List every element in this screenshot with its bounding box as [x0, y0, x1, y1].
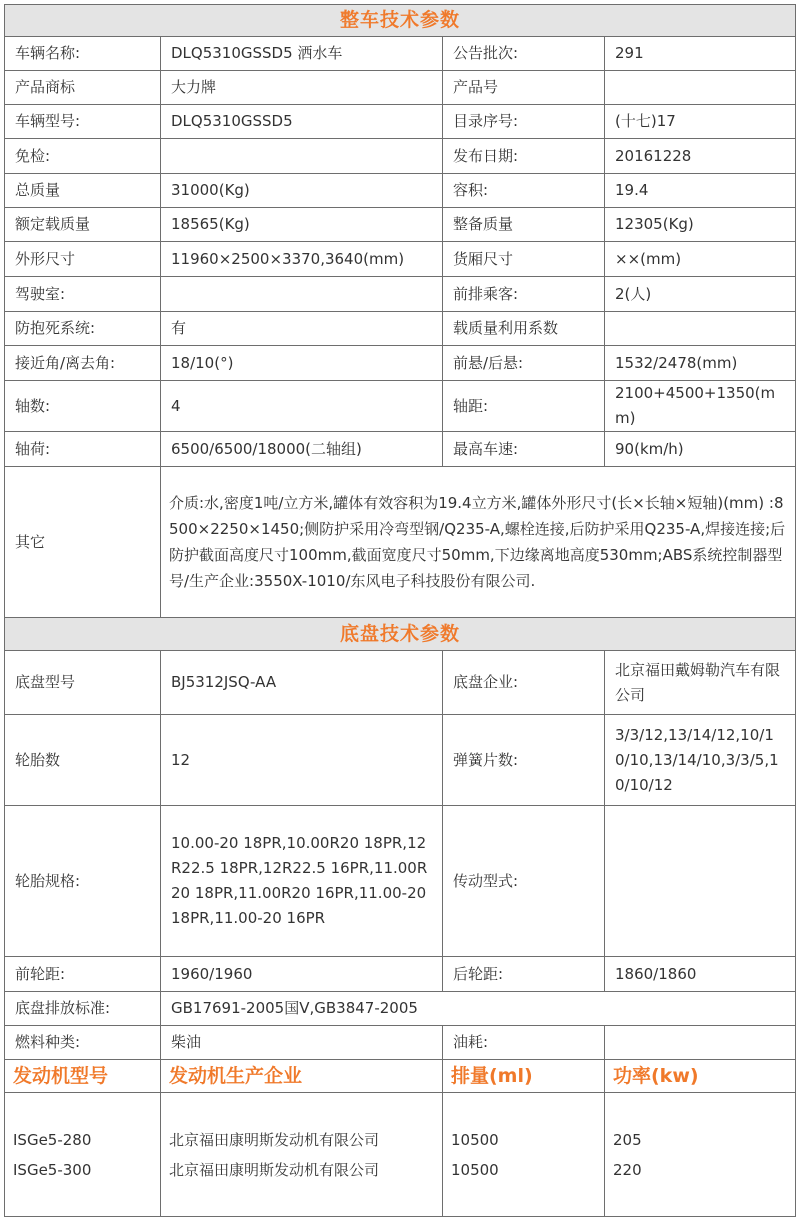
param-label: 额定载质量 [5, 208, 161, 242]
engine-maker-cell [161, 1093, 443, 1217]
param-value: GB17691-2005国Ⅴ,GB3847-2005 [161, 992, 796, 1026]
vehicle-param-row [5, 277, 796, 312]
vehicle-section-header-row [5, 5, 796, 37]
param-label: 车辆名称: [5, 37, 161, 71]
engine-power-header: 功率(kw) [605, 1060, 796, 1093]
other-text: 介质:水,密度1吨/立方米,罐体有效容积为19.4立方米,罐体外形尺寸(长×长轴×短轴)(mm) :8500×2250×1450;侧防护采用冷弯型钢/Q235-A,螺栓连接,后防护采用Q235-A,焊接连接;后防护截面高度尺寸100mm,截面宽度尺寸50mm,下边缘离地高度530mm;ABS系统控制器型号/生产企业:3550X-1010/东风电子科技股份有限公司. [161, 467, 796, 618]
vehicle-param-row [5, 346, 796, 381]
engine-header-row [5, 1060, 796, 1093]
param-label: 轮胎规格: [5, 806, 161, 957]
chassis-model-row [5, 651, 796, 715]
chassis-section-title: 底盘技术参数 [5, 618, 796, 651]
param-value: ××(mm) [605, 242, 796, 277]
engine-power-cell [605, 1093, 796, 1217]
engine-displacement-value: 10500 [451, 1160, 499, 1179]
param-value: 12 [161, 715, 443, 806]
engine-model-value: ISGe5-280 [13, 1130, 92, 1149]
param-label: 接近角/离去角: [5, 346, 161, 381]
param-value: 10.00-20 18PR,10.00R20 18PR,12R22.5 18PR,12R22.5 16PR,11.00R20 18PR,11.00R20 16PR,11.00-20 18PR,11.00-20 16PR [161, 806, 443, 957]
param-label: 车辆型号: [5, 105, 161, 139]
param-label: 外形尺寸 [5, 242, 161, 277]
param-value: 有 [161, 312, 443, 346]
param-value: DLQ5310GSSD5 洒水车 [161, 37, 443, 71]
param-value [605, 1026, 796, 1060]
chassis-tire-spec-row [5, 806, 796, 957]
param-value: 19.4 [605, 174, 796, 208]
param-label: 燃料种类: [5, 1026, 161, 1060]
engine-maker-value: 北京福田康明斯发动机有限公司 [169, 1160, 380, 1179]
vehicle-param-row [5, 312, 796, 346]
param-label: 驾驶室: [5, 277, 161, 312]
spec-sheet-table [4, 4, 796, 1217]
vehicle-param-row [5, 381, 796, 432]
param-label: 轴数: [5, 381, 161, 432]
engine-maker-header: 发动机生产企业 [161, 1060, 443, 1093]
param-label: 轴距: [443, 381, 605, 432]
param-value: 20161228 [605, 139, 796, 174]
param-value [605, 71, 796, 105]
param-value [161, 139, 443, 174]
param-label: 传动型式: [443, 806, 605, 957]
param-label: 产品商标 [5, 71, 161, 105]
param-label: 弹簧片数: [443, 715, 605, 806]
vehicle-param-row [5, 105, 796, 139]
engine-power-value: 205 [613, 1130, 642, 1149]
vehicle-param-row [5, 139, 796, 174]
param-value [161, 277, 443, 312]
chassis-fuel-row [5, 1026, 796, 1060]
param-label: 轮胎数 [5, 715, 161, 806]
param-label: 产品号 [443, 71, 605, 105]
param-value: 11960×2500×3370,3640(mm) [161, 242, 443, 277]
param-label: 免检: [5, 139, 161, 174]
param-label: 总质量 [5, 174, 161, 208]
param-label: 轴荷: [5, 432, 161, 467]
param-label: 底盘型号 [5, 651, 161, 715]
engine-displacement-cell [443, 1093, 605, 1217]
param-value: 1860/1860 [605, 957, 796, 992]
param-value: DLQ5310GSSD5 [161, 105, 443, 139]
vehicle-other-row [5, 467, 796, 618]
param-value: 2100+4500+1350(mm) [605, 381, 796, 432]
param-label: 货厢尺寸 [443, 242, 605, 277]
param-value: 4 [161, 381, 443, 432]
param-label: 油耗: [443, 1026, 605, 1060]
param-label: 目录序号: [443, 105, 605, 139]
other-label: 其它 [5, 467, 161, 618]
param-label: 底盘企业: [443, 651, 605, 715]
engine-maker-value: 北京福田康明斯发动机有限公司 [169, 1130, 380, 1149]
param-label: 底盘排放标准: [5, 992, 161, 1026]
param-value: 6500/6500/18000(二轴组) [161, 432, 443, 467]
param-value: 1960/1960 [161, 957, 443, 992]
vehicle-param-row [5, 174, 796, 208]
vehicle-param-row [5, 432, 796, 467]
param-value: 大力牌 [161, 71, 443, 105]
engine-data-row [5, 1093, 796, 1217]
param-label: 前排乘客: [443, 277, 605, 312]
engine-displacement-value: 10500 [451, 1130, 499, 1149]
param-value: (十七)17 [605, 105, 796, 139]
vehicle-param-row [5, 242, 796, 277]
param-label: 后轮距: [443, 957, 605, 992]
param-label: 整备质量 [443, 208, 605, 242]
vehicle-param-row [5, 208, 796, 242]
chassis-track-row [5, 957, 796, 992]
param-value: BJ5312JSQ-AA [161, 651, 443, 715]
param-value: 31000(Kg) [161, 174, 443, 208]
chassis-tires-row [5, 715, 796, 806]
param-label: 防抱死系统: [5, 312, 161, 346]
param-value: 北京福田戴姆勒汽车有限公司 [605, 651, 796, 715]
param-value: 1532/2478(mm) [605, 346, 796, 381]
vehicle-param-row [5, 71, 796, 105]
param-value [605, 806, 796, 957]
param-value: 3/3/12,13/14/12,10/10/10,13/14/10,3/3/5,10/10/12 [605, 715, 796, 806]
param-value: 18/10(°) [161, 346, 443, 381]
engine-model-value: ISGe5-300 [13, 1160, 92, 1179]
vehicle-param-row [5, 37, 796, 71]
spec-sheet-body [5, 5, 796, 1217]
param-label: 前轮距: [5, 957, 161, 992]
engine-displacement-header: 排量(ml) [443, 1060, 605, 1093]
param-label: 容积: [443, 174, 605, 208]
param-label: 发布日期: [443, 139, 605, 174]
param-value: 291 [605, 37, 796, 71]
chassis-section-header-row [5, 618, 796, 651]
engine-power-value: 220 [613, 1160, 642, 1179]
vehicle-section-title: 整车技术参数 [5, 5, 796, 37]
param-label: 最高车速: [443, 432, 605, 467]
param-value: 90(km/h) [605, 432, 796, 467]
param-value: 2(人) [605, 277, 796, 312]
param-label: 前悬/后悬: [443, 346, 605, 381]
engine-model-cell [5, 1093, 161, 1217]
param-label: 公告批次: [443, 37, 605, 71]
param-value: 18565(Kg) [161, 208, 443, 242]
param-value [605, 312, 796, 346]
engine-model-header: 发动机型号 [5, 1060, 161, 1093]
param-value: 柴油 [161, 1026, 443, 1060]
param-label: 载质量利用系数 [443, 312, 605, 346]
chassis-emission-row [5, 992, 796, 1026]
param-value: 12305(Kg) [605, 208, 796, 242]
